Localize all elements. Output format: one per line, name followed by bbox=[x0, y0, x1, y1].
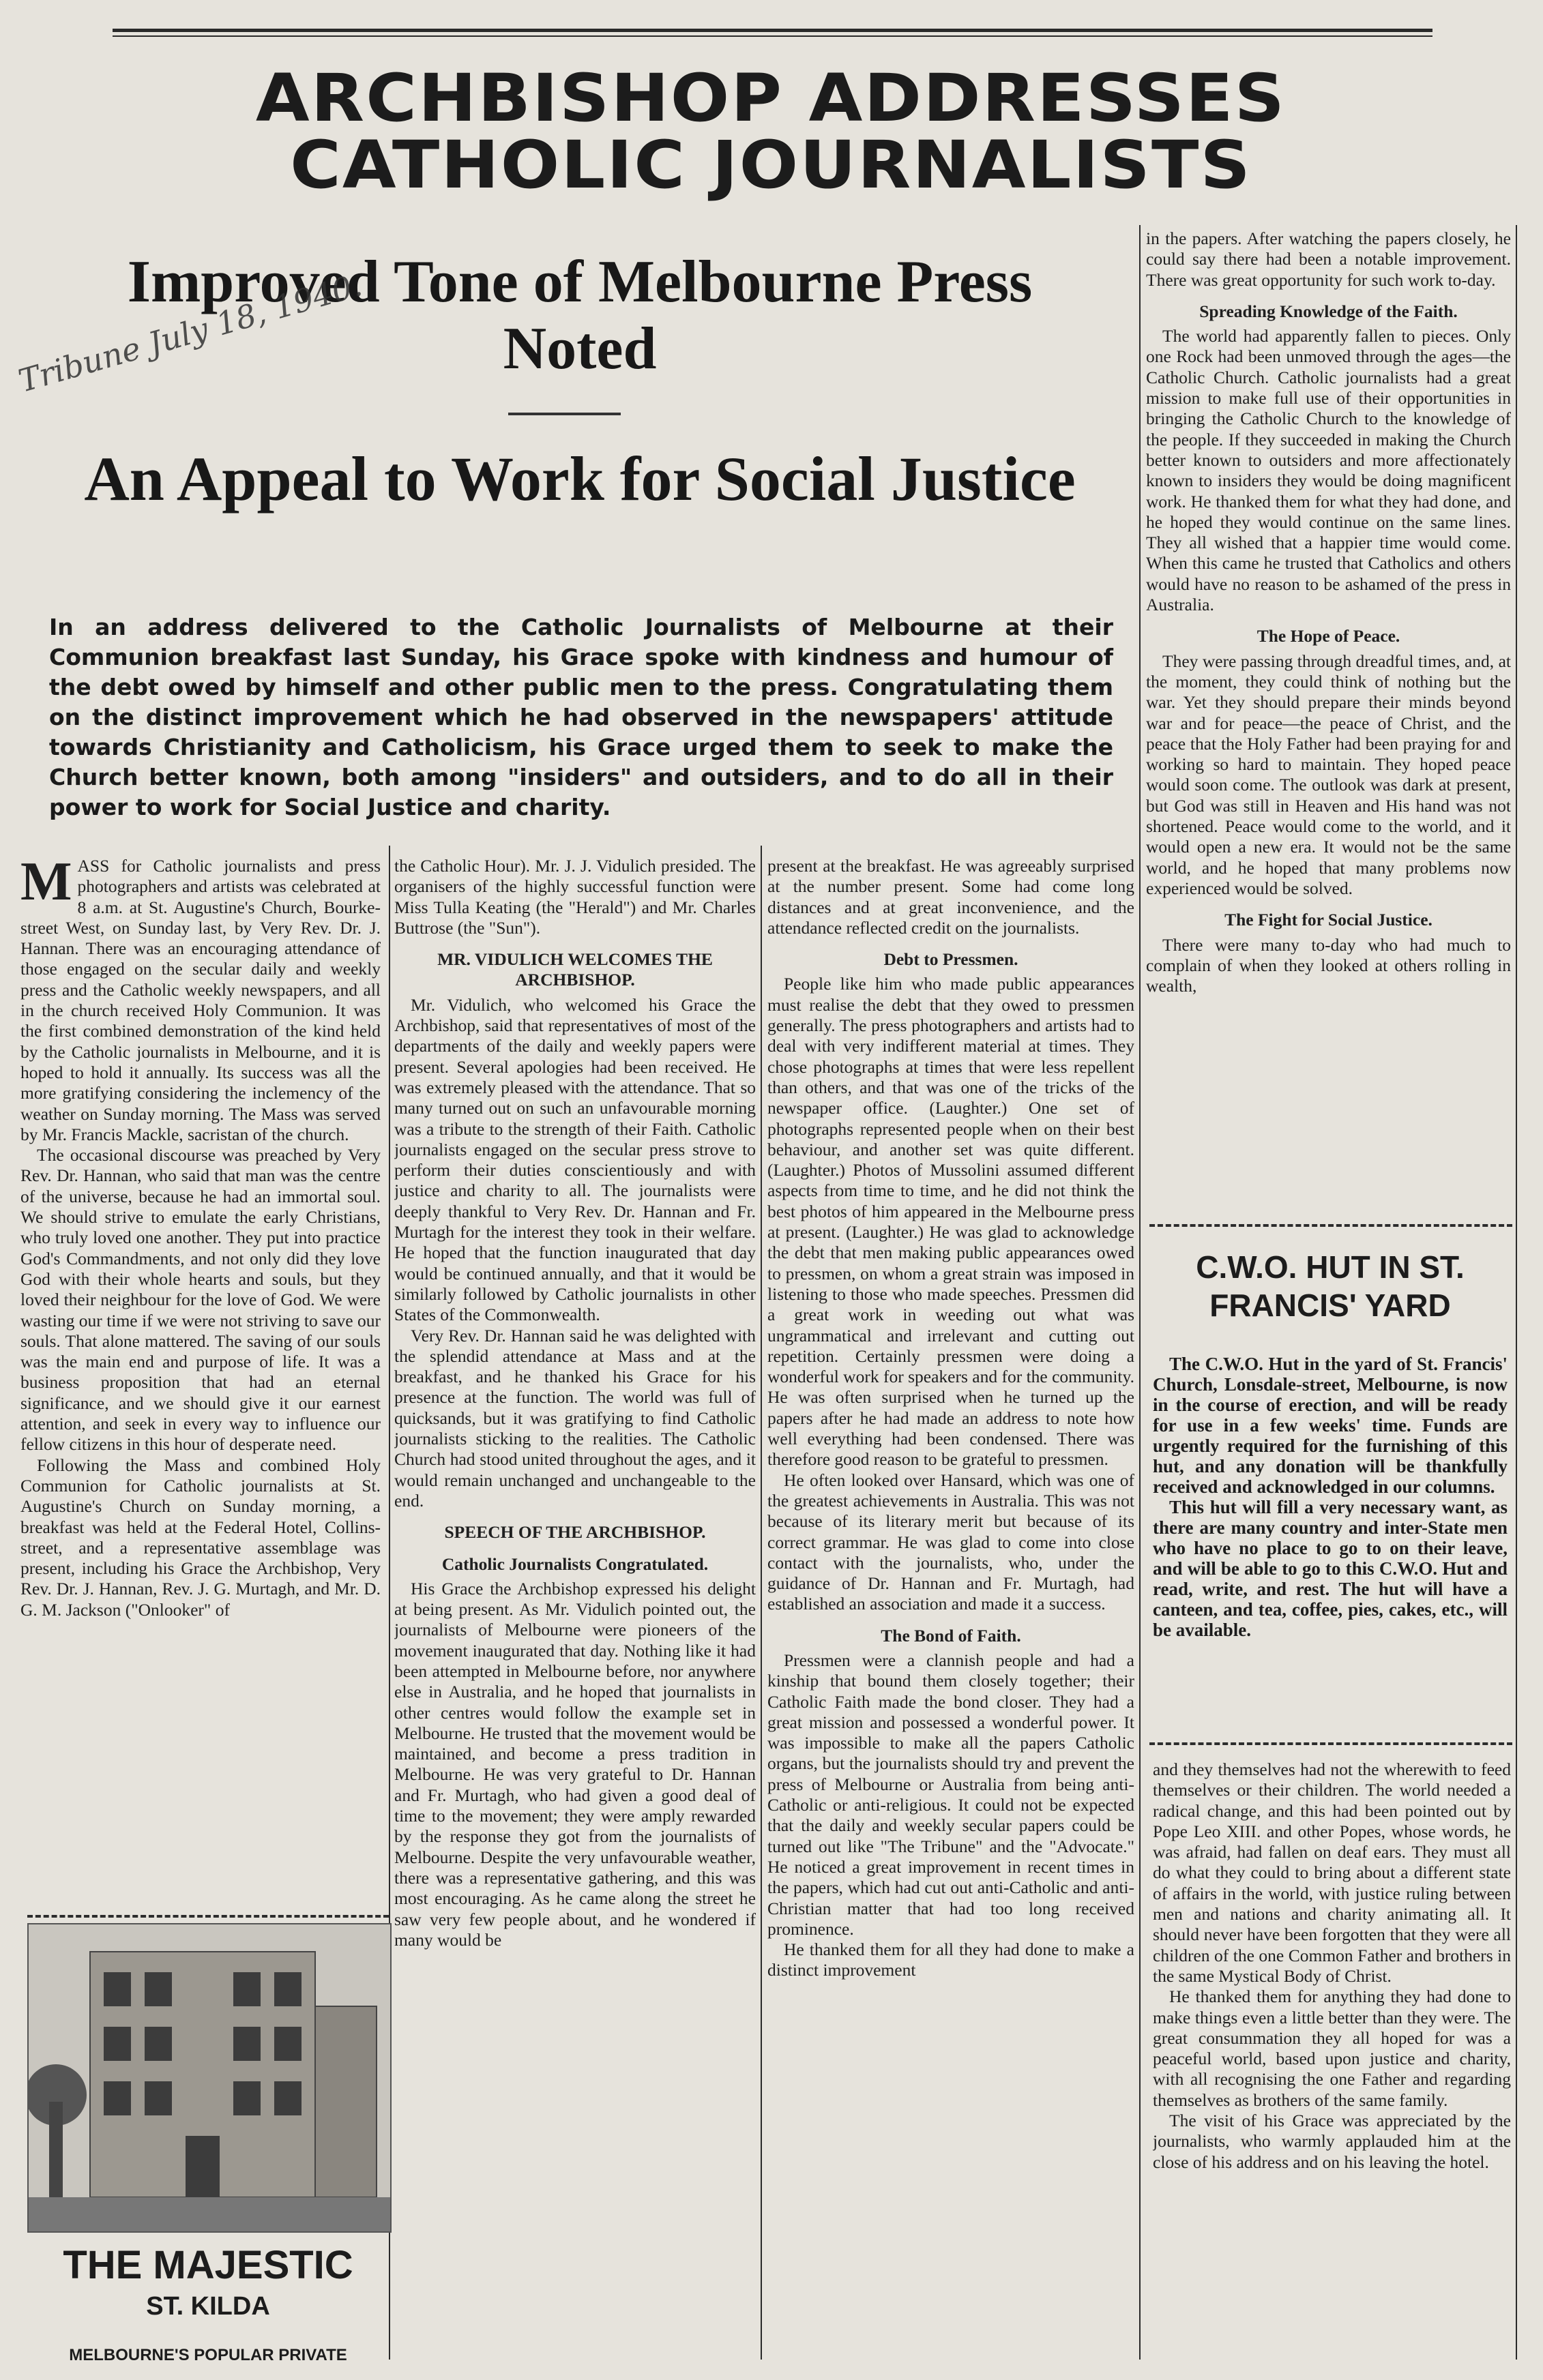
handwritten-annotation: Tribune July 18, 1940. bbox=[14, 266, 366, 400]
article-column-2 bbox=[394, 856, 756, 2366]
ad-subtitle: ST. KILDA bbox=[146, 2292, 270, 2321]
lead-paragraph: In an address delivered to the Catholic Journalists of Melbourne at their Communion breakfast last Sunday, his Grace spoke with kindness and humour of the debt owed by himself and other public men to the press. Congratulating them on the distinct improvement which he had observed in the newspapers' attitude towards Christianity and Catholicism, his Grace urged them to seek to make the Church better known, both among "insiders" and outsiders, and to do all in their power to work for Social Justice and charity. bbox=[49, 614, 1113, 820]
paragraph: The visit of his Grace was appreciated by the journalists, who warmly applauded him at the close of his address and on his leaving the hotel. bbox=[1153, 2111, 1511, 2172]
section-heading: SPEECH OF THE ARCHBISHOP. bbox=[444, 1522, 706, 1543]
paragraph: The world had apparently fallen to pieces. Only one Rock had been unmoved through the ages—the Catholic Church. Catholic journalists had a great mission to make full use of their opportunities in bringing the Catholic Church to the knowledge of the people. If they succeeded in making the Church better known to outsiders and more affectionately known to insiders they would be doing magnificent work. He thanked them for what they had done, and he hoped they would continue on the same lines. They all wished that a happier time would come. When this came he trusted that Catholics and others would have no reason to be ashamed of the press in Australia. bbox=[1146, 326, 1511, 615]
section-heading: The Fight for Social Justice. bbox=[1224, 910, 1432, 930]
paragraph: There were many to-day who had much to complain of when they looked at others rolling in wealth, bbox=[1146, 934, 1511, 996]
paragraph: present at the breakfast. He was agreeably surprised at the number present. Some had come long distances and at great inconvenience, and the attendance reflected credit on the journalists. bbox=[767, 856, 1134, 938]
paragraph: He often looked over Hansard, which was one of the greatest achievements in Australia. This was not because of its literary merit but because of its correct grammar. He was glad to come into close contact with the journalists, who, under the guidance of Dr. Hannan and Fr. Murtagh, had established an association and made it a success. bbox=[767, 1470, 1134, 1614]
article-column-1 bbox=[20, 856, 381, 1913]
article-column-4 bbox=[1146, 228, 1511, 1204]
top-rule-thin bbox=[113, 35, 1432, 37]
subheadline-appeal: An Appeal to Work for Social Justice bbox=[84, 444, 1076, 514]
paragraph: The occasional discourse was preached by Very Rev. Dr. Hannan, who said that man was the centre of the universe, because he had an immortal soul. We should strive to emulate the early Christians, who truly loved one another. They put into practice God's Commandments, and not only did they love God with their whole hearts and souls, but they loved their neighbour for the love of God. We were wasting our time if we were not striving to save our souls. That alone mattered. The saving of our souls was the main end and purpose of life. It was a business proposition that had an eternal significance, and we should give it our earnest attention, and seek in every way to influence our fellow citizens in this hour of desperate need. bbox=[20, 1145, 381, 1455]
section-subheading: Catholic Journalists Congratulated. bbox=[441, 1553, 709, 1574]
paragraph: He thanked them for anything they had done to make things even a little better than they were. The great consummation they all hoped for was a peaceful world, based upon justice and charity, with all recognising the one Father and regarding themselves as brothers of the same family. bbox=[1153, 1987, 1511, 2110]
section-heading: MR. VIDULICH WELCOMES THE ARCHBISHOP. bbox=[437, 949, 713, 990]
section-heading: The Hope of Peace. bbox=[1257, 626, 1400, 646]
subheadline-improved-tone: Improved Tone of Melbourne Press Noted bbox=[127, 249, 1033, 382]
column-rule bbox=[1516, 225, 1517, 2360]
paragraph: They were passing through dreadful times, and, at the moment, they could think of nothing but the war. Yet they should prepare their minds beyond war and for peace—the peace of Christ, and the peace that the Holy Father had been praying for and working so hard to maintain. They hoped peace would soon come. The outlook was dark at present, but God was still in Heaven and His hand was not shortened. Peace would come to the world, and it would open a new era. It would not be the same world, and he hoped that many problems now experienced would be solved. bbox=[1146, 651, 1511, 898]
headline: ARCHBISHOP ADDRESSES CATHOLIC JOURNALISTS bbox=[255, 60, 1287, 203]
paragraph: He thanked them for all they had done to make a distinct improvement bbox=[767, 1939, 1134, 1980]
article-column-3 bbox=[767, 856, 1134, 2366]
article-column-4-continued bbox=[1153, 1759, 1511, 2366]
ad-title: THE MAJESTIC bbox=[63, 2243, 353, 2287]
dashed-divider bbox=[1149, 1224, 1512, 1227]
paragraph: Following the Mass and combined Holy Communion for Catholic journalists at St. Augustine's Church on Sunday morning, a breakfast was held at the Federal Hotel, Collins-street, and a representative assemblage was present, including his Grace the Archbishop, Very Rev. Dr. J. Hannan, Rev. J. G. Murtagh, and Mr. D. G. M. Jackson ("Onlooker" of bbox=[20, 1455, 381, 1620]
top-rule bbox=[113, 29, 1432, 32]
section-heading: Debt to Pressmen. bbox=[883, 949, 1018, 970]
dashed-divider bbox=[1149, 1742, 1512, 1745]
paragraph: People like him who made public appearances must realise the debt that they owed to pressmen generally. The press photographers and artists had to deal with very indifferent material at times. They chose photographs at times that were less repellent than others, and that was one of the tricks of the newspaper office. (Laughter.) One set of photographs represented people when on their best behaviour, and another set was quite different. (Laughter.) Photos of Mussolini assumed different aspects from time to time, and he did not think the best photos of him appeared in the Melbourne press at present. (Laughter.) He was glad to acknowledge the debt that men making public appearances owed to pressmen, on whom a great strain was imposed in listening to those who made speeches. Pressmen did a great work in weeding out what was ungrammatical and irrelevant and cutting out repetition. Certainly pressmen were doing a wonderful work for speakers and for the community. He was often surprised when he turned up the papers after he had made an address to note how well everything had been condensed. There was therefore good reason to be grateful to pressmen. bbox=[767, 974, 1134, 1470]
cwo-hut-title: C.W.O. HUT IN ST. FRANCIS' YARD bbox=[1196, 1249, 1465, 1323]
paragraph: the Catholic Hour). Mr. J. J. Vidulich presided. The organisers of the highly successful function were Miss Tulla Keating (the "Herald") and Mr. Charles Buttrose (the "Sun"). bbox=[394, 856, 756, 938]
ad-footer: MELBOURNE'S POPULAR PRIVATE bbox=[69, 2346, 347, 2364]
dashed-divider bbox=[27, 1915, 389, 1918]
section-heading: The Bond of Faith. bbox=[881, 1625, 1021, 1646]
paragraph: Very Rev. Dr. Hannan said he was delighted with the splendid attendance at Mass and at the breakfast, and he thanked his Grace for his presence at the function. The world was full of quicksands, but it was gratifying to find Catholic journalists sticking to the realities. The Catholic Church had stood united throughout the ages, and it would remain unchanged and unchangeable to the end. bbox=[394, 1325, 756, 1511]
column-rule bbox=[1139, 225, 1141, 2360]
building-illustration bbox=[29, 1924, 390, 2231]
paragraph: His Grace the Archbishop expressed his delight at being present. As Mr. Vidulich pointed out, the journalists of Melbourne were pioneers of the movement inaugurated that day. Nothing like it had been attempted in Melbourne before, nor anywhere else in Australia, and he hoped that journalists in other centres would follow the example set in Melbourne. He trusted that the movement would be maintained, and become a press tradition in Melbourne. He was very grateful to Dr. Hannan and Fr. Murtagh, who had given a good deal of time to the movement; they were amply rewarded by the response they got from the journalists of Melbourne. Despite the very unfavourable weather, there was a representative gathering, and this was most encouraging. As he came along the street he saw very few people about, and he wondered if many would be bbox=[394, 1578, 756, 1950]
divider bbox=[508, 413, 621, 415]
paragraph: and they themselves had not the wherewith to feed themselves or their children. The world needed a radical change, and this had been pointed out by Pope Leo XIII. and other Popes, whose words, he was afraid, had fallen on deaf ears. They must all do what they could to bring about a different state of affairs in the world, with justice ruling between men and nations and charity animating all. It should never have been forgotten that they were all children of the one Common Father and brothers in the same Mystical Body of Christ. bbox=[1153, 1759, 1511, 1986]
cwo-hut-body bbox=[1153, 1354, 1508, 1640]
paragraph: ASS for Catholic journalists and press photographers and artists was celebrated at 8 a.m. at St. Augustine's Church, Bourke-street West, on Sunday last, by Very Rev. Dr. J. Hannan. There was an encouraging attendance of those engaged on the secular daily and weekly press and the Catholic weekly newspapers, and all in the church received Holy Communion. It was the first combined demonstration of the kind held by the Catholic journalists in Melbourne, and it is hoped to hold it annually. Its success was all the more gratifying considering the inclemency of the weather on Sunday morning. The Mass was served by Mr. Francis Mackle, sacristan of the church. bbox=[20, 856, 381, 1144]
paragraph: This hut will fill a very necessary want, as there are many country and inter-State men who have no place to go to on their leave, and will be able to go to this C.W.O. Hut and read, write, and rest. The hut will have a canteen, and tea, coffee, pies, cakes, etc., will be available. bbox=[1153, 1497, 1508, 1640]
paragraph: The C.W.O. Hut in the yard of St. Francis' Church, Lonsdale-street, Melbourne, is now in the course of erection, and will be ready for use in a few weeks' time. Funds are urgently required for the furnishing of this hut, and any donation will be thankfully received and acknowledged in our columns. bbox=[1153, 1354, 1508, 1497]
paragraph: Mr. Vidulich, who welcomed his Grace the Archbishop, said that representatives of most of the departments of the daily and weekly papers were present. Several apologies had been received. He was extremely pleased with the attendance. That so many turned out on such an unfavourable morning was a tribute to the strength of their Faith. Catholic journalists engaged on the secular press strove to perform their duties conscientiously and with justice and charity to all. The journalists were deeply thankful to Very Rev. Dr. Hannan and Fr. Murtagh for the interest they took in their welfare. He hoped that the function inaugurated that day would be continued annually, and that it would be similarly followed by Catholic journalists in other States of the Commonwealth. bbox=[394, 994, 756, 1325]
drop-cap: M bbox=[20, 856, 72, 912]
paragraph: Pressmen were a clannish people and had a kinship that bound them closely together; their Catholic Faith made the bond closer. They had a great mission and possessed a wonderful power. It was impossible to make all the papers Catholic organs, but the journalists should try and prevent the press of Melbourne or Australia from being anti-Catholic or anti-religious. It could not be expected that the daily and weekly secular papers could be turned out like "The Tribune" and the "Advocate." He noticed a great improvement in recent times in the papers, which had cut out anti-Catholic and anti-Christian matter that had too long received prominence. bbox=[767, 1650, 1134, 1939]
building-photo bbox=[27, 1923, 392, 2233]
paragraph: in the papers. After watching the papers closely, he could say there had been a notable improvement. There was great opportunity for such work to-day. bbox=[1146, 228, 1511, 290]
section-heading: Spreading Knowledge of the Faith. bbox=[1199, 301, 1458, 321]
column-rule bbox=[761, 846, 762, 2360]
